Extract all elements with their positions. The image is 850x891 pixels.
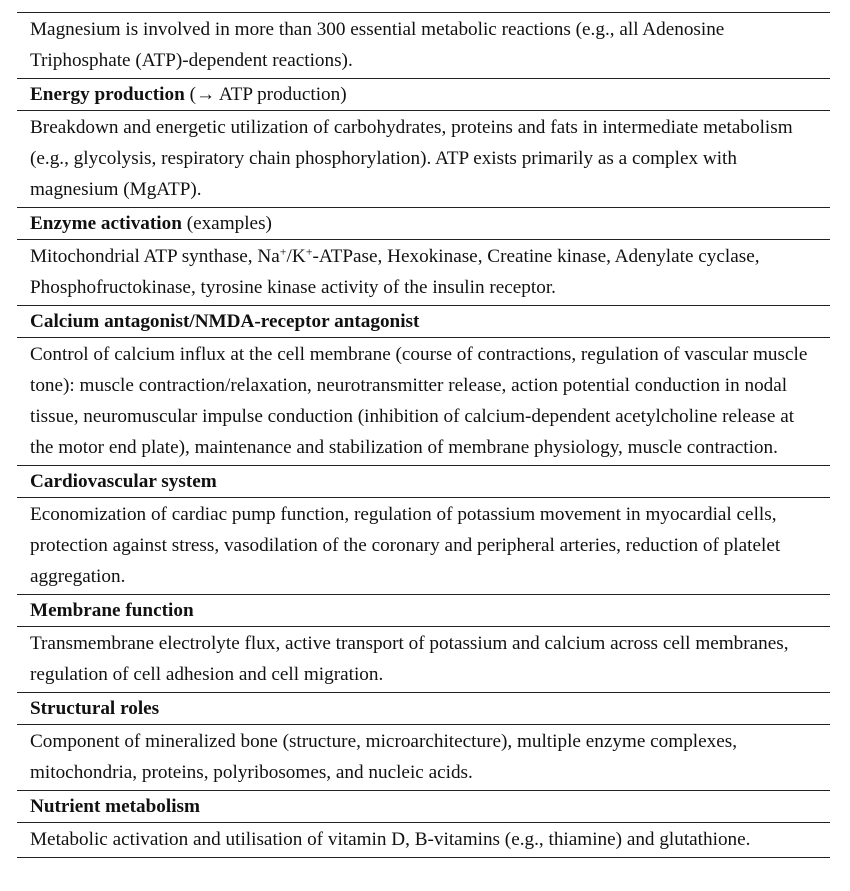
section-body-energy-production bbox=[17, 111, 830, 207]
section-body-text-post: -ATPase, Hexokinase, Creatine kinase, Adenylate cyclase, Phosphofructokinase, tyrosine kinase activity of the insulin receptor. bbox=[30, 246, 760, 298]
section-heading-calcium-antagonist bbox=[17, 306, 830, 337]
superscript-plus: + bbox=[279, 244, 287, 259]
section-heading-structural-roles bbox=[17, 693, 830, 724]
section-body-text: Component of mineralized bone (structure, microarchitecture), multiple enzyme complexes, mitochondria, proteins, polyribosomes, and nucleic acids. bbox=[30, 731, 738, 783]
section-body-text-mid: /K bbox=[286, 246, 306, 267]
magnesium-functions-table bbox=[17, 12, 830, 858]
section-heading-label: Membrane function bbox=[30, 600, 194, 621]
section-body-text: Transmembrane electrolyte flux, active transport of potassium and calcium across cell membranes, regulation of cell adhesion and cell migration. bbox=[30, 633, 789, 685]
section-body-membrane-function bbox=[17, 627, 830, 692]
section-heading-label: Cardiovascular system bbox=[30, 471, 217, 492]
section-heading-nutrient-metabolism bbox=[17, 791, 830, 822]
section-heading-label: Enzyme activation bbox=[30, 213, 182, 234]
table-bottom-rule bbox=[17, 857, 830, 858]
section-body-enzyme-activation bbox=[17, 240, 830, 305]
section-heading-note: (→ ATP production) bbox=[184, 84, 347, 105]
section-body-nutrient-metabolism bbox=[17, 823, 830, 857]
superscript-plus: + bbox=[305, 244, 313, 259]
section-heading-label: Calcium antagonist/NMDA-receptor antagonist bbox=[30, 311, 420, 332]
section-heading-energy-production bbox=[17, 79, 830, 110]
intro-row bbox=[17, 13, 830, 78]
intro-text: Magnesium is involved in more than 300 essential metabolic reactions (e.g., all Adenosine Triphosphate (ATP)-dependent reactions). bbox=[30, 19, 725, 71]
section-heading-label: Structural roles bbox=[30, 698, 160, 719]
section-body-text: Control of calcium influx at the cell membrane (course of contractions, regulation of vascular muscle tone): muscle contraction/relaxation, neurotransmitter release, action potential conduction in nodal tissue, neuromuscular impulse conduction (inhibition of calcium-dependent acetylcholine release at the motor end plate), maintenance and stabilization of membrane physiology, muscle contraction. bbox=[30, 344, 808, 458]
section-body-calcium-antagonist bbox=[17, 338, 830, 465]
section-heading-membrane-function bbox=[17, 595, 830, 626]
section-body-cardiovascular-system bbox=[17, 498, 830, 594]
section-body-text-pre: Mitochondrial ATP synthase, Na bbox=[30, 246, 280, 267]
section-body-text: Breakdown and energetic utilization of carbohydrates, proteins and fats in intermediate metabolism (e.g., glycolysis, respiratory chain phosphorylation). ATP exists primarily as a complex with magnesium (MgATP). bbox=[30, 117, 793, 200]
section-heading-note: (examples) bbox=[181, 213, 272, 234]
section-heading-label: Energy production bbox=[30, 84, 185, 105]
section-heading-enzyme-activation bbox=[17, 208, 830, 239]
section-heading-label: Nutrient metabolism bbox=[30, 796, 200, 817]
section-body-text: Economization of cardiac pump function, regulation of potassium movement in myocardial cells, protection against stress, vasodilation of the coronary and peripheral arteries, reduction of platelet aggregation. bbox=[30, 504, 781, 587]
section-body-structural-roles bbox=[17, 725, 830, 790]
section-body-text: Metabolic activation and utilisation of vitamin D, B-vitamins (e.g., thiamine) and glutathione. bbox=[30, 829, 751, 850]
section-heading-cardiovascular-system bbox=[17, 466, 830, 497]
